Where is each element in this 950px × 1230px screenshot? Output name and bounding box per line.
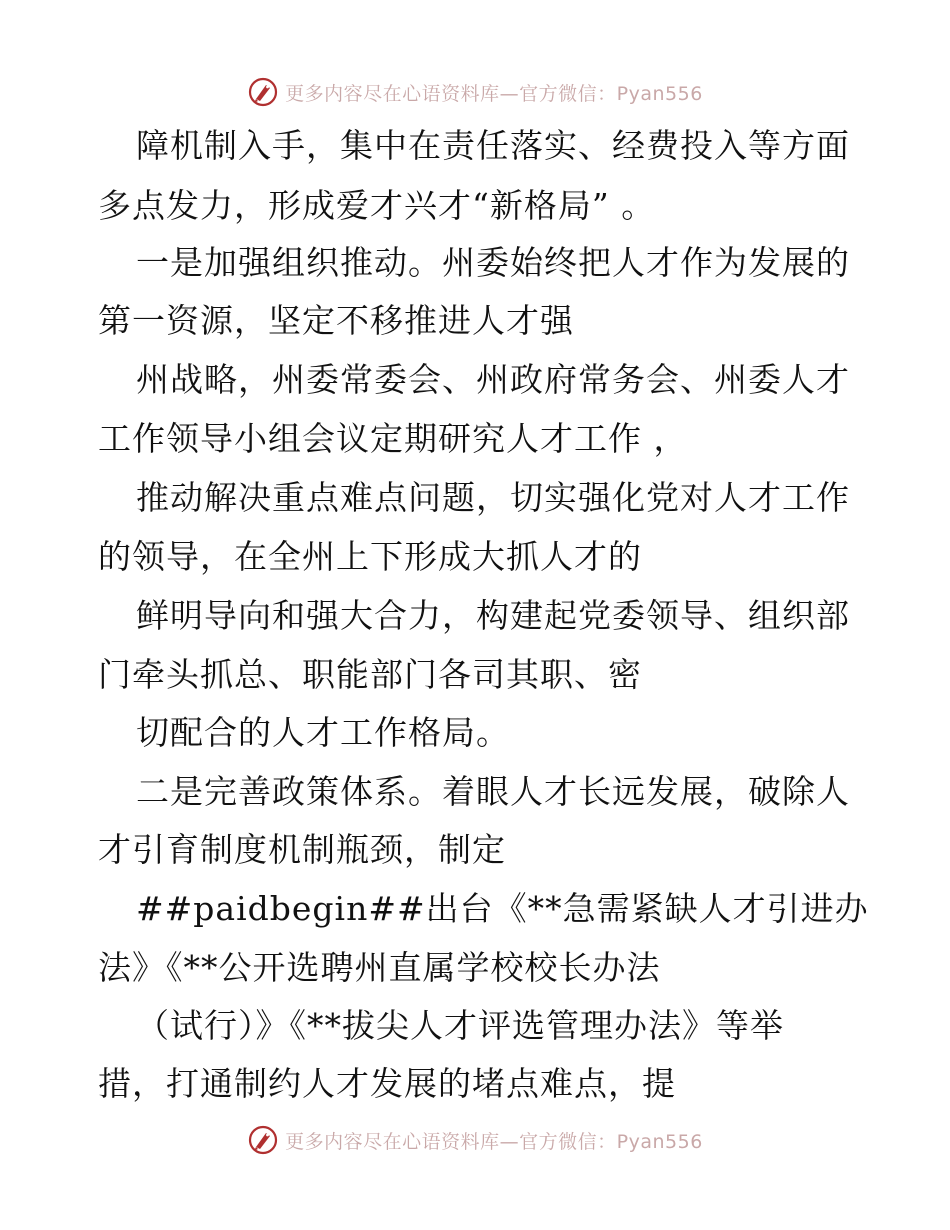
pen-nib-seal-icon [247, 1124, 279, 1156]
body-line: 州战略，州委常委会、州政府常务会、州委人才 [136, 360, 850, 399]
header-banner-text: 更多内容尽在心语资料库—官方微信：Pyan556 [285, 82, 703, 105]
body-line: 第一资源，坚定不移推进人才强 [98, 301, 574, 340]
body-line: ##paidbegin##出台《**急需紧缺人才引进办 [136, 889, 869, 928]
body-line: 工作领导小组会议定期研究人才工作 ， [98, 419, 688, 458]
body-line: 多点发力，形成爱才兴才“新格局” 。 [98, 186, 656, 225]
footer-banner-text: 更多内容尽在心语资料库—官方微信：Pyan556 [285, 1130, 703, 1153]
body-line: 推动解决重点难点问题，切实强化党对人才工作 [136, 478, 850, 517]
body-line: 措，打通制约人才发展的堵点难点，提 [98, 1064, 676, 1103]
body-line: （试行）》《**拔尖人才评选管理办法》等举 [136, 1006, 784, 1045]
body-line: 门牵头抓总、职能部门各司其职、密 [98, 655, 642, 694]
body-line: 法》《**公开选聘州直属学校校长办法 [98, 948, 661, 987]
footer-banner [0, 1120, 950, 1160]
body-line: 才引育制度机制瓶颈，制定 [98, 830, 506, 869]
body-line: 二是完善政策体系。着眼人才长远发展，破除人 [136, 772, 850, 811]
body-line: 一是加强组织推动。州委始终把人才作为发展的 [136, 243, 850, 282]
body-line: 切配合的人才工作格局。 [136, 713, 510, 752]
body-line: 的领导，在全州上下形成大抓人才的 [98, 537, 642, 576]
body-line: 鲜明导向和强大合力，构建起党委领导、组织部 [136, 596, 850, 635]
body-line: 障机制入手，集中在责任落实、经费投入等方面 [136, 126, 850, 165]
